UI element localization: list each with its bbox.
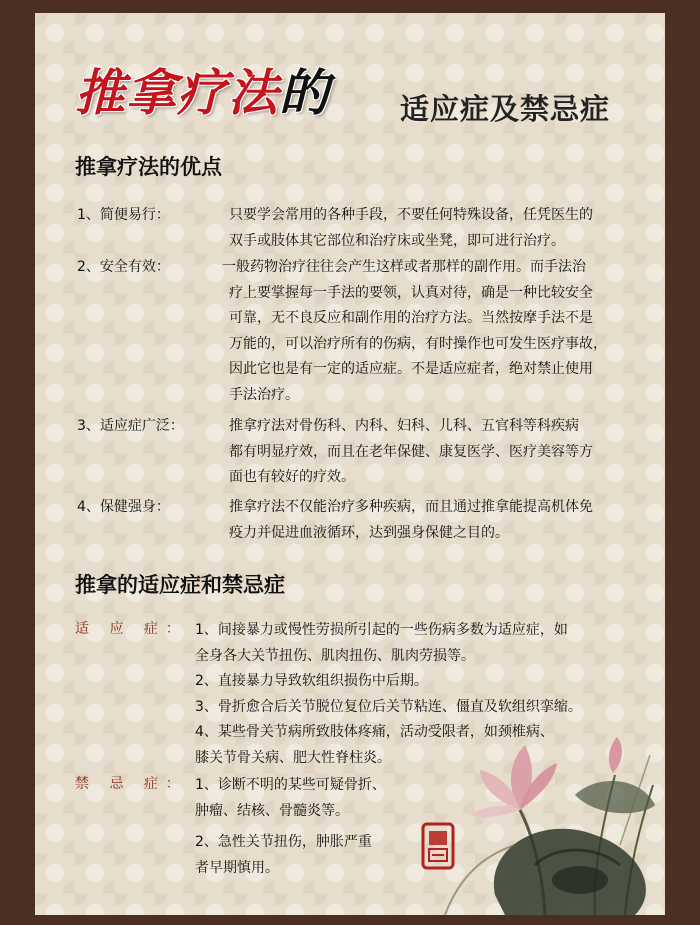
advantage-text-1 xyxy=(229,203,593,254)
title-connector: 的 xyxy=(279,63,330,122)
text-line: 2、直接暴力导致软组织损伤中后期。 xyxy=(195,673,428,689)
text-line: 1、诊断不明的某些可疑骨折、 xyxy=(195,777,386,793)
title-sub: 适应症及禁忌症 xyxy=(400,92,611,126)
advantage-text-2 xyxy=(222,255,607,408)
section1-heading: 推拿疗法的优点 xyxy=(75,155,222,179)
text-line: 疫力并促进血液循环，达到强身保健之目的。 xyxy=(229,524,509,541)
text-line: 2、急性关节扭伤，肿胀严重 xyxy=(195,834,372,850)
advantage-text-4 xyxy=(229,495,593,546)
advantage-label-1: 1、简便易行： xyxy=(77,207,170,223)
text-line: 一般药物治疗往往会产生这样或者那样的副作用。而手法治 xyxy=(222,259,586,275)
text-line: 面也有较好的疗效。 xyxy=(229,469,355,485)
advantage-item-2 xyxy=(77,255,647,410)
text-line: 疗上要掌握每一手法的要领，认真对待，确是一种比较安全 xyxy=(229,284,593,301)
advantage-item-3 xyxy=(77,414,647,492)
poster-title xyxy=(75,53,665,133)
indications-label: 适 应 症： xyxy=(75,621,188,637)
title-main xyxy=(75,53,330,125)
text-line: 都有明显疗效，而且在老年保健、康复医学、医疗美容等方 xyxy=(229,443,593,460)
text-line: 只要学会常用的各种手段，不要任何特殊设备，任凭医生的 xyxy=(229,207,593,223)
advantage-item-4 xyxy=(77,495,647,547)
text-line: 3、骨折愈合后关节脱位复位后关节粘连、僵直及软组织挛缩。 xyxy=(195,698,582,715)
advantage-label-2: 2、安全有效： xyxy=(77,259,170,275)
text-line: 推拿疗法不仅能治疗多种疾病，而且通过推拿能提高机体免 xyxy=(229,499,593,515)
advantage-label-3: 3、适应症广泛： xyxy=(77,418,184,434)
text-line: 因此它也是有一定的适应症。不是适应症者，绝对禁止使用 xyxy=(229,361,593,377)
poster-paper xyxy=(35,13,665,915)
text-line: 膝关节骨关病、肥大性脊柱炎。 xyxy=(195,749,391,766)
text-line: 双手或肢体其它部位和治疗床或坐凳，即可进行治疗。 xyxy=(229,232,565,249)
text-line: 手法治疗。 xyxy=(229,386,299,403)
text-line: 全身各大关节扭伤、肌肉扭伤、肌肉劳损等。 xyxy=(195,647,475,664)
text-line: 推拿疗法对骨伤科、内科、妇科、儿科、五官科等科疾病 xyxy=(229,418,579,434)
contraindications-label: 禁 忌 症： xyxy=(75,776,188,792)
advantage-item-1 xyxy=(77,203,647,255)
text-line: 肿瘤、结核、骨髓炎等。 xyxy=(195,802,349,819)
section2-heading: 推拿的适应症和禁忌症 xyxy=(75,573,285,597)
advantage-text-3 xyxy=(229,414,593,491)
lotus-painting-icon xyxy=(425,715,665,915)
text-line: 4、某些骨关节病所致肢体疼痛，活动受限者，如颈椎病、 xyxy=(195,724,554,740)
contraindications-list xyxy=(195,773,386,881)
text-line: 1、间接暴力或慢性劳损所引起的一些伤病多数为适应症，如 xyxy=(195,622,568,638)
advantage-label-4: 4、保健强身： xyxy=(77,499,170,515)
text-line: 可靠，无不良反应和副作用的治疗方法。当然按摩手法不是 xyxy=(229,310,593,326)
text-line: 万能的，可以治疗所有的伤病，有时操作也可发生医疗事故， xyxy=(229,335,607,352)
text-line: 者早期慎用。 xyxy=(195,859,279,876)
title-main-text: 推拿疗法 xyxy=(75,63,279,122)
